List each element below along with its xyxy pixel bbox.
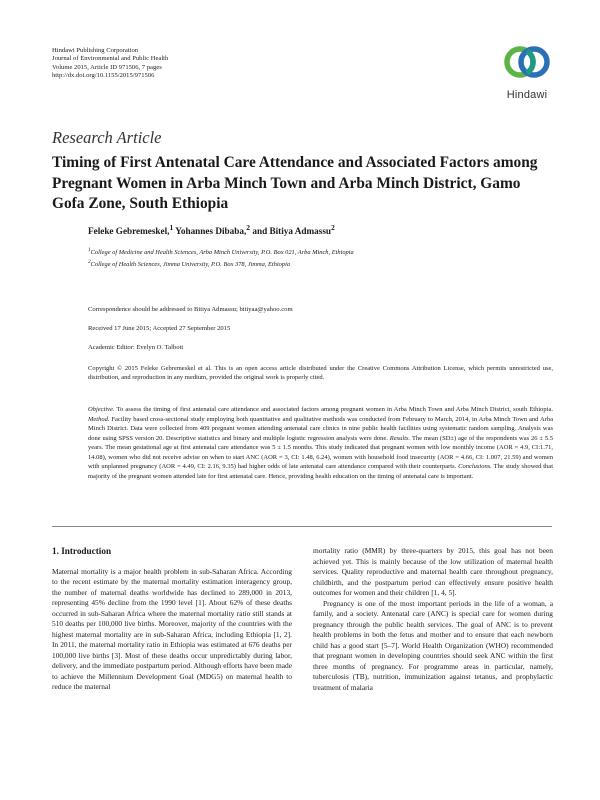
right-column [313,546,553,693]
hindawi-logo-text: Hindawi [506,89,548,101]
abstract-conclusions: The study showed that majority of the pregnant women attended late for first antenatal care. Hence, providing health education on the timing of antenatal care is important. [88,463,554,480]
correspondence-note: Correspondence should be addressed to Bitiya Admassu; bitiyaa@yahoo.com [88,306,293,313]
affiliations [88,246,354,269]
abstract-results-label: Results. [389,434,411,442]
received-accepted-dates: Received 17 June 2015; Accepted 27 September 2015 [88,325,231,332]
author-affiliation-marker: 2 [331,223,335,232]
section-divider [52,526,552,527]
hindawi-logo [497,40,557,106]
intro-paragraph: Pregnancy is one of the most important periods in the life of a woman, a family, and a society. Antenatal care (ANC) is special care for women during pregnancy through the public health services. The goal of ANC is to prevent health problems in both the fetus and mother and to ensure that each newborn child has a good start [5–7]. World Health Organization (WHO) recommended that pregnant women in developing countries should seek ANC within the first three months of pregnancy. For programme areas in particular, namely, tuberculosis (TB), nutrition, immunization against tetanus, and prophylactic treatment of malaria [313,598,553,692]
abstract-objective-label: Objective. [88,406,115,413]
hindawi-rings-icon [497,40,557,88]
author-name: Yohannes Dibaba, [173,226,247,237]
paper-title: Timing of First Antenatal Care Attendance and Associated Factors among Pregnant Women in Arba Minch Town and Arba Minch District, Gamo Gofa Zone, South Ethiopia [52,154,538,212]
abstract [88,405,553,481]
academic-editor: Academic Editor: Evelyn O. Talbott [88,344,184,351]
affiliation-line: $^1$College of Medicine and Health Sciences, Arba Minch University, P.O. Box 021, Arba Minch, Ethiopia [88,247,354,257]
abstract-method-label: Method. [88,415,110,423]
journal-header [52,47,168,81]
abstract-objective: To assess the timing of first antenatal care attendance and associated factors among pregnant women in Arba Minch Town and Arba Minch District, south Ethiopia. [114,406,553,413]
author-list [88,223,335,236]
intro-paragraph: Maternal mortality is a major health problem in sub-Saharan Africa. According to the recent estimate by the maternal mortality estimation interagency group, the number of maternal deaths worldwide has declined to 289,000 in 2013, representing 45% decline from the 1990 level [1]. About 62% of these deaths occurred in sub-Saharan Africa where the maternal mortality ratio still stands at 510 deaths per 100,000 live births. Moreover, majority of the countries with the highest maternal mortality are in sub-Saharan Africa, including Ethiopia [1, 2]. In 2011, the maternal mortality ratio in Ethiopia was estimated at 676 deaths per 100,000 live births [3]. Most of these deaths occur unpredictably during labor, delivery, and the immediate postpartum period. Although efforts have been made to achieve the Millennium Development Goal (MDG5) on maternal health to reduce the maternal [52,566,292,691]
section-heading-introduction: 1. Introduction [52,546,112,556]
abstract-conclusions-label: Conclusions. [458,463,492,471]
article-type: Research Article [52,128,162,147]
left-column [52,546,292,693]
doi-link[interactable]: http://dx.doi.org/10.1155/2015/971506 [52,72,155,80]
journal-name: Journal of Environmental and Public Health [52,55,169,63]
copyright-notice: Copyright © 2015 Feleke Gebremeskel et al. This is an open access article distributed under the Creative Commons Attribution License, which permits unrestricted use, distribution, and reproduction in any medium, provided the original work is properly cited. [88,365,553,382]
intro-paragraph: mortality ratio (MMR) by three-quarters by 2015, this goal has not been achieved yet. This is mainly because of the low utilization of maternal health services. Quality reproductive and maternal health care throughout pregnancy, childbirth, and the postpartum period can effectively ensure positive health outcomes for women and their children [1, 4, 5]. [313,546,553,597]
abstract-results: The mean (SD±) age of the respondents was 26 ± 5.5 years. The mean gestational age at first antenatal care attendance was 5 ± 1.5 months. This study indicated that pregnant women with low monthly income (AOR = 4.9, CI:1.71, 14.08), women who did not receive advise on when to start ANC (AOR = 3, CI: 1.48, 6.24), women with household food insecurity (AOR = 4.66, CI: 1.007, 21.59) and women with unplanned pregnancy (AOR = 4.49, CI: 2.16, 9.35) had higher odds of late antenatal care attendance compared with their counterparts. [88,434,553,471]
affiliation-line: $^2$College of Health Sciences, Jimma University, P.O. Box 378, Jimma, Ethiopia [88,258,291,268]
author-affiliation-marker: 1 [169,223,174,232]
author-name: and Bitiya Admassu [250,226,332,237]
publisher-name: Hindawi Publishing Corporation [52,47,139,54]
author-name: Feleke Gebremeskel, [88,226,170,237]
volume-info: Volume 2015, Article ID 971506, 7 pages [52,63,162,71]
author-affiliation-marker: 2 [246,223,251,232]
abstract-method: Facility based cross-sectional study employing both quantitative and qualitative methods was conducted from February to March, 2014, in Arba Minch Town and Arba Minch District. Data were collected from 409 pregnant women attending antenatal care clinics in nine public health facilities using systematic random sampling. Analysis was done using SPSS version 20. Descriptive statistics and binary and multiple logistic regression analysis were done. [88,415,553,442]
